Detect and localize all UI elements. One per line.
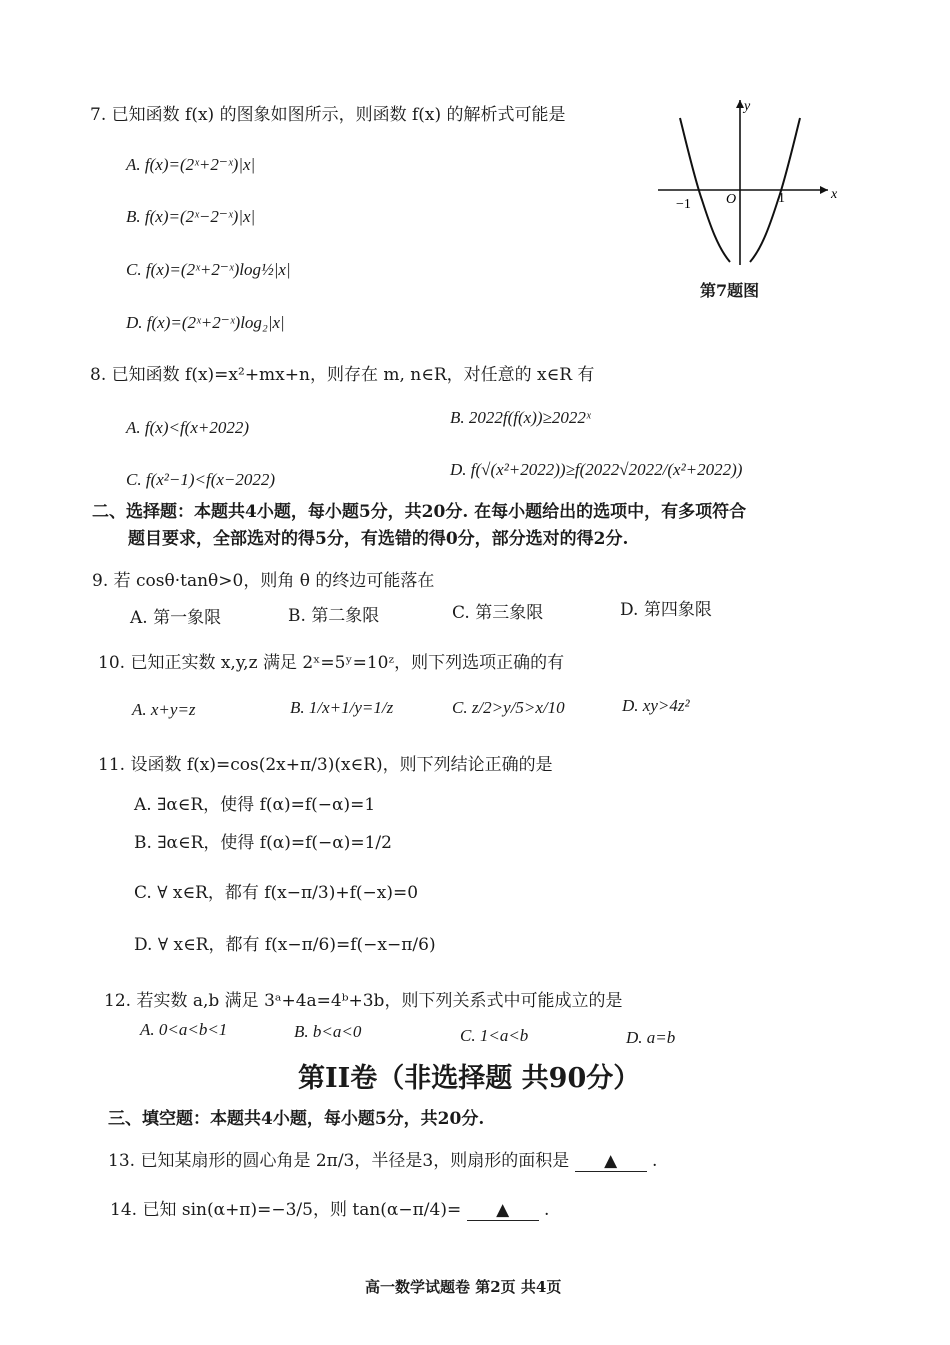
option-label: B. xyxy=(134,833,152,853)
q10-option-d xyxy=(622,696,690,716)
q13-stem: 13. 已知某扇形的圆心角是 2π/3，半径是3，则扇形的面积是 xyxy=(108,1151,570,1171)
option-text: 2022f(f(x))≥2022ˣ xyxy=(468,408,591,427)
option-label: D. xyxy=(620,600,639,620)
option-label: A. xyxy=(126,155,141,174)
q11-option-c xyxy=(134,878,418,903)
q13 xyxy=(108,1146,657,1172)
q7-option-d xyxy=(126,313,285,333)
q8-option-d xyxy=(450,460,742,480)
option-label: C. xyxy=(126,260,142,279)
option-label: A. xyxy=(126,418,141,437)
option-label: C. xyxy=(460,1026,476,1045)
option-text: 第四象限 xyxy=(643,600,712,620)
option-label: D. xyxy=(450,460,467,479)
option-text: 第一象限 xyxy=(153,608,222,628)
option-label: A. xyxy=(130,608,148,628)
x-axis-arrow xyxy=(820,186,828,194)
q7-option-a xyxy=(126,155,255,175)
q12-option-d xyxy=(626,1028,675,1048)
option-text: f(√(x²+2022))≥f(2022√2022/(x²+2022)) xyxy=(470,460,743,479)
option-label: C. xyxy=(134,883,152,903)
q13-answer-blank[interactable]: ▲ xyxy=(575,1151,647,1172)
part-2-title: 第II卷（非选择题 共90分） xyxy=(298,1063,641,1094)
option-label: C. xyxy=(452,698,468,717)
option-text: f(x)<f(x+2022) xyxy=(144,418,250,437)
tick-pos-one: 1 xyxy=(778,191,785,206)
y-axis-arrow xyxy=(736,100,744,108)
option-text: xy>4z² xyxy=(642,696,690,715)
option-text: a=b xyxy=(646,1028,676,1047)
option-text: 第三象限 xyxy=(475,603,544,623)
option-text: f(x)=(2ˣ+2⁻ˣ)log₂|x| xyxy=(146,313,285,332)
q9-option-d xyxy=(620,595,712,620)
x-axis-label: x xyxy=(831,187,838,202)
q10-option-c xyxy=(452,698,565,718)
option-label: C. xyxy=(126,470,142,489)
q7-option-b xyxy=(126,207,255,227)
q14-stem: 14. 已知 sin(α+π)=−3/5，则 tan(α−π/4)= xyxy=(110,1200,462,1220)
option-text: 0<a<b<1 xyxy=(158,1020,228,1039)
option-text: f(x)=(2ˣ+2⁻ˣ)|x| xyxy=(144,155,256,174)
option-label: B. xyxy=(290,698,305,717)
figure-caption: 第7题图 xyxy=(700,281,760,300)
q12-option-c xyxy=(460,1026,528,1046)
option-text: 第二象限 xyxy=(311,606,380,626)
option-label: D. xyxy=(126,313,143,332)
q12-option-b xyxy=(294,1022,361,1042)
section-3-heading: 三、填空题：本题共4小题，每小题5分，共20分. xyxy=(108,1109,485,1129)
option-label: B. xyxy=(450,408,465,427)
q9-stem: 9. 若 cosθ·tanθ>0，则角 θ 的终边可能落在 xyxy=(92,571,435,591)
q10-option-b xyxy=(290,698,393,718)
option-label: A. xyxy=(132,700,147,719)
option-text: f(x)=(2ˣ−2⁻ˣ)|x| xyxy=(144,207,256,226)
q10-stem: 10. 已知正实数 x,y,z 满足 2ˣ=5ʸ=10ᶻ，则下列选项正确的有 xyxy=(98,653,565,673)
y-axis-label: y xyxy=(744,99,751,114)
q11-option-a xyxy=(134,790,375,815)
option-text: z/2>y/5>x/10 xyxy=(471,698,565,717)
q8-option-b xyxy=(450,408,591,428)
q8-option-a xyxy=(126,418,249,438)
q12-stem: 12. 若实数 a,b 满足 3ᵃ+4a=4ᵇ+3b，则下列关系式中可能成立的是 xyxy=(104,991,623,1011)
option-label: D. xyxy=(626,1028,643,1047)
section-2-heading: 二、选择题：本题共4小题，每小题5分，共20分. 在每小题给出的选项中，有多项符合 xyxy=(92,502,747,522)
q13-end: . xyxy=(652,1151,658,1171)
option-text: ∃α∈R，使得 f(α)=f(−α)=1/2 xyxy=(157,833,392,853)
q14-end: . xyxy=(544,1200,550,1220)
option-label: A. xyxy=(134,795,152,815)
option-text: ∀ x∈R，都有 f(x−π/6)=f(−x−π/6) xyxy=(157,935,436,955)
q14 xyxy=(110,1195,549,1221)
q7-function-graph xyxy=(650,90,850,270)
q9-option-b xyxy=(288,601,379,626)
page-footer: 高一数学试题卷 第2页 共4页 xyxy=(365,1278,562,1296)
option-label: B. xyxy=(126,207,141,226)
option-label: D. xyxy=(134,935,153,955)
option-text: 1/x+1/y=1/z xyxy=(308,698,394,717)
q10-option-a xyxy=(132,700,196,720)
q9-option-c xyxy=(452,598,543,623)
origin-label: O xyxy=(726,192,737,207)
option-text: x+y=z xyxy=(150,700,196,719)
q7-stem: 7. 已知函数 f(x) 的图象如图所示，则函数 f(x) 的解析式可能是 xyxy=(90,105,566,125)
option-label: A. xyxy=(140,1020,155,1039)
option-label: D. xyxy=(622,696,639,715)
option-label: B. xyxy=(294,1022,309,1041)
q9-option-a xyxy=(130,603,221,628)
q11-option-d xyxy=(134,930,436,955)
option-text: ∀ x∈R，都有 f(x−π/3)+f(−x)=0 xyxy=(157,883,419,903)
option-text: ∃α∈R，使得 f(α)=f(−α)=1 xyxy=(157,795,376,815)
q11-stem: 11. 设函数 f(x)=cos(2x+π/3)(x∈R)，则下列结论正确的是 xyxy=(98,755,553,775)
q11-option-b xyxy=(134,828,392,853)
option-text: 1<a<b xyxy=(479,1026,529,1045)
tick-neg-one: −1 xyxy=(676,197,691,212)
option-label: C. xyxy=(452,603,470,623)
option-text: f(x²−1)<f(x−2022) xyxy=(145,470,276,489)
q8-option-c xyxy=(126,470,275,490)
option-text: f(x)=(2ˣ+2⁻ˣ)log½|x| xyxy=(145,260,291,279)
q14-answer-blank[interactable]: ▲ xyxy=(467,1200,539,1221)
option-text: b<a<0 xyxy=(312,1022,362,1041)
option-label: B. xyxy=(288,606,306,626)
q8-stem: 8. 已知函数 f(x)=x²+mx+n，则存在 m, n∈R，对任意的 x∈R 有 xyxy=(90,365,595,385)
q12-option-a xyxy=(140,1020,227,1040)
q7-option-c xyxy=(126,260,291,280)
section-2-heading-line2: 题目要求，全部选对的得5分，有选错的得0分，部分选对的得2分. xyxy=(128,529,629,549)
